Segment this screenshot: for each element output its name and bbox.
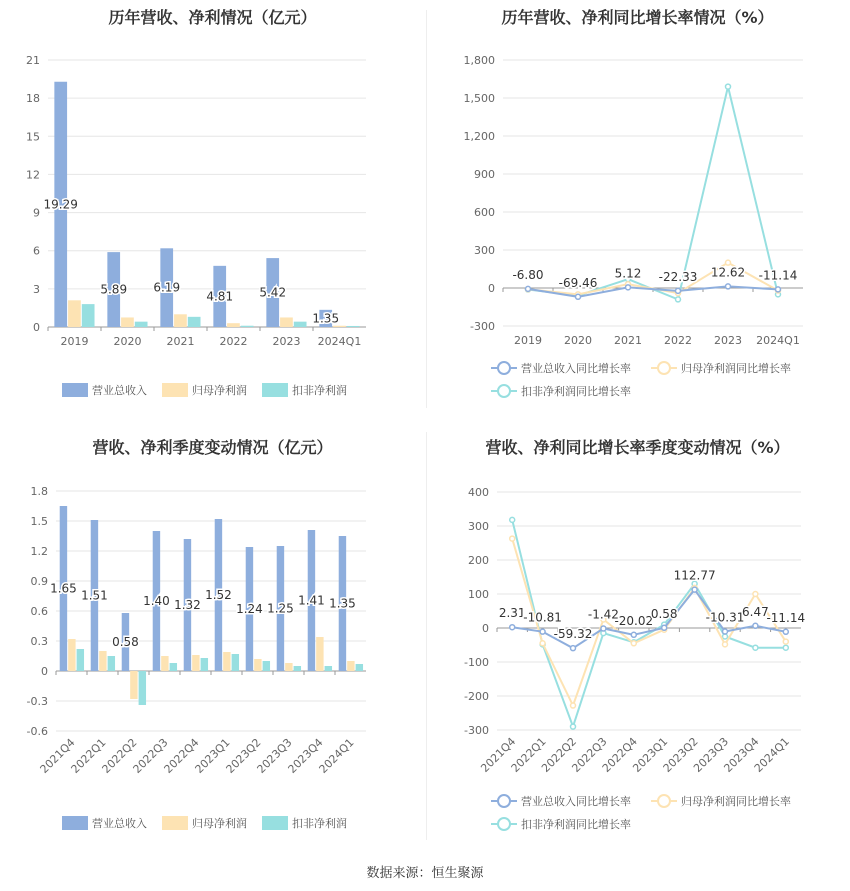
x-tick-label: 2023Q1: [630, 734, 671, 775]
bar-deducted-profit: [139, 671, 146, 705]
series-point: [540, 629, 545, 634]
bar-net-profit: [254, 659, 261, 671]
legend-swatch: [262, 816, 288, 830]
x-tick-label: 2022Q2: [539, 734, 580, 775]
series-point: [726, 84, 731, 89]
y-tick-label: 15: [26, 130, 40, 144]
chart-annual-amount: [0, 0, 425, 420]
bar-net-profit: [192, 655, 199, 671]
data-label: 1.35: [312, 311, 340, 326]
x-tick-label: 2021: [166, 335, 195, 348]
legend-marker: [498, 795, 510, 807]
data-label: 0.58: [112, 635, 139, 649]
x-tick-label: 2019: [60, 335, 89, 348]
data-label: 2.31: [498, 606, 526, 621]
data-label: -11.14: [758, 268, 798, 283]
series-point: [753, 592, 758, 597]
chart-quarterly-growth: [425, 425, 850, 855]
bar-deducted-profit: [294, 322, 307, 327]
y-tick-label: -300: [470, 320, 495, 333]
legend-swatch: [62, 816, 88, 830]
bar-deducted-profit: [356, 664, 363, 671]
bar-deducted-profit: [294, 666, 301, 671]
data-label: -10.31: [705, 610, 745, 625]
legend-swatch: [262, 383, 288, 397]
legend-label: 营业总收入: [92, 384, 147, 397]
x-tick-label: 2022Q2: [99, 735, 140, 776]
bar-deducted-profit: [82, 304, 95, 327]
legend-label: 扣非净利润: [292, 384, 347, 397]
series-point: [576, 294, 581, 299]
y-tick-label: 18: [26, 92, 40, 106]
y-tick-label: 1,500: [463, 92, 495, 105]
y-tick-label: -100: [464, 656, 489, 669]
chart-title-quarterly-amount: 营收、净利季度变动情况（亿元）: [92, 438, 333, 457]
y-tick-label: 1.5: [30, 515, 48, 528]
x-tick-label: 2023Q1: [192, 735, 233, 776]
bar-deducted-profit: [241, 326, 254, 327]
y-tick-label: 6: [33, 244, 40, 258]
y-tick-label: 300: [468, 520, 489, 533]
y-tick-label: 0.9: [30, 575, 48, 588]
y-tick-label: 200: [468, 554, 489, 567]
y-tick-label: 900: [474, 168, 495, 181]
legend-marker: [658, 795, 670, 807]
series-point: [571, 646, 576, 651]
x-tick-label: 2023Q2: [223, 735, 264, 776]
chart-annual-growth: [425, 0, 850, 420]
data-label: 1.25: [267, 601, 294, 616]
legend-label: 归母净利润同比增长率: [681, 795, 791, 808]
legend-marker: [498, 818, 510, 830]
series-point: [783, 639, 788, 644]
bar-net-profit: [68, 639, 75, 671]
bar-net-profit: [223, 652, 230, 671]
series-point: [753, 645, 758, 650]
bar-net-profit: [130, 671, 137, 699]
data-label: -22.33: [658, 269, 698, 284]
y-tick-label: 1.8: [30, 485, 48, 498]
series-point: [723, 629, 728, 634]
bar-deducted-profit: [325, 666, 332, 671]
bar-deducted-profit: [347, 326, 360, 327]
legend-label: 营业总收入同比增长率: [521, 795, 631, 808]
y-tick-label: -0.6: [26, 725, 48, 738]
x-tick-label: 2023Q2: [660, 734, 701, 775]
legend-marker: [658, 362, 670, 374]
bar-net-profit: [280, 317, 293, 327]
y-tick-label: 3: [33, 282, 40, 296]
y-tick-label: 300: [474, 244, 495, 257]
legend-swatch: [162, 816, 188, 830]
legend-label: 营业总收入同比增长率: [521, 362, 631, 375]
legend-label: 营业总收入: [92, 817, 147, 830]
x-tick-label: 2023Q4: [721, 734, 762, 775]
chart-title-annual-growth: 历年营收、净利同比增长率情况（%）: [501, 8, 774, 27]
bar-deducted-profit: [170, 663, 177, 671]
x-tick-label: 2023: [272, 335, 301, 348]
bar-net-profit: [227, 323, 240, 327]
bar-net-profit: [99, 651, 106, 671]
bar-deducted-profit: [232, 654, 239, 671]
legend-label: 归母净利润: [192, 384, 247, 397]
series-point: [526, 286, 531, 291]
data-label: 1.32: [174, 598, 201, 612]
data-label: -59.32: [553, 627, 593, 642]
bar-net-profit: [347, 661, 354, 671]
data-label: 1.41: [298, 593, 325, 608]
x-tick-label: 2022Q3: [130, 735, 171, 776]
bar-net-profit: [285, 663, 292, 671]
data-label: 5.12: [614, 266, 642, 281]
bar-deducted-profit: [263, 661, 270, 671]
y-tick-label: 9: [33, 206, 40, 220]
x-tick-label: 2022: [219, 335, 248, 348]
data-label: -20.02: [614, 613, 654, 628]
series-point: [571, 703, 576, 708]
x-tick-label: 2024Q1: [756, 334, 800, 347]
series-point: [601, 626, 606, 631]
y-tick-label: 400: [468, 486, 489, 499]
data-label: 112.77: [673, 568, 716, 583]
series-point: [540, 641, 545, 646]
legend-marker: [498, 362, 510, 374]
y-tick-label: 100: [468, 588, 489, 601]
bar-net-profit: [174, 314, 187, 327]
series-point: [723, 642, 728, 647]
legend-label: 扣非净利润: [292, 817, 347, 830]
series-point: [692, 587, 697, 592]
y-tick-label: 0: [482, 622, 489, 635]
series-point: [631, 641, 636, 646]
series-point: [676, 297, 681, 302]
y-tick-label: 0: [41, 665, 48, 678]
data-label: 0.58: [650, 606, 678, 621]
y-tick-label: 0.3: [30, 635, 48, 648]
x-tick-label: 2020: [564, 334, 592, 347]
x-tick-label: 2023: [714, 334, 742, 347]
data-label: -1.42: [587, 607, 619, 622]
x-tick-label: 2022Q4: [599, 734, 640, 775]
legend-marker: [498, 385, 510, 397]
chart-title-annual-amount: 历年营收、净利情况（亿元）: [108, 8, 317, 27]
panel-quarterly-amount: [0, 425, 425, 855]
series-point: [776, 287, 781, 292]
data-label: 5.42: [259, 285, 287, 300]
series-point: [783, 645, 788, 650]
x-tick-label: 2022Q1: [508, 734, 549, 775]
y-tick-label: 0.6: [30, 605, 48, 618]
bar-deducted-profit: [77, 649, 84, 671]
legend-label: 扣非净利润同比增长率: [521, 385, 631, 398]
data-label: 19.29: [43, 197, 78, 212]
data-label: 6.19: [153, 280, 181, 295]
y-tick-label: 1.2: [30, 545, 48, 558]
series-point: [626, 285, 631, 290]
series-point: [676, 288, 681, 293]
series-point: [510, 517, 515, 522]
x-tick-label: 2021Q4: [37, 735, 78, 776]
data-label: 1.51: [81, 588, 108, 603]
y-tick-label: -200: [464, 690, 489, 703]
data-label: -69.46: [558, 275, 598, 290]
series-point: [753, 623, 758, 628]
y-tick-label: -0.3: [26, 695, 48, 708]
y-tick-label: 21: [26, 54, 40, 67]
x-tick-label: 2022: [664, 334, 692, 347]
x-tick-label: 2022Q3: [569, 734, 610, 775]
data-label: -6.80: [512, 267, 544, 282]
y-tick-label: 1,800: [463, 54, 495, 67]
data-label: 1.24: [236, 602, 263, 616]
series-point: [631, 632, 636, 637]
bar-net-profit: [333, 326, 346, 327]
x-tick-label: 2023Q3: [254, 735, 295, 776]
x-tick-label: 2021: [614, 334, 642, 347]
bar-deducted-profit: [135, 322, 148, 327]
chart-quarterly-amount: [0, 425, 425, 855]
chart-title-quarterly-growth: 营收、净利同比增长率季度变动情况（%）: [485, 438, 790, 457]
y-tick-label: 12: [26, 168, 40, 182]
panel-annual-amount: [0, 0, 425, 420]
data-label: 1.52: [205, 588, 232, 602]
legend-label: 归母净利润: [192, 817, 247, 830]
y-tick-label: -300: [464, 724, 489, 737]
data-label: 1.40: [143, 594, 170, 608]
bar-net-profit: [121, 317, 134, 327]
x-tick-label: 2020: [113, 335, 142, 348]
x-tick-label: 2022Q1: [68, 735, 109, 776]
bar-net-profit: [161, 656, 168, 671]
legend-swatch: [62, 383, 88, 397]
x-tick-label: 2022Q4: [161, 735, 202, 776]
data-label: 12.62: [710, 265, 746, 280]
x-tick-label: 2023Q3: [691, 734, 732, 775]
data-label: 6.47: [742, 604, 769, 619]
data-label: -10.81: [523, 610, 562, 625]
x-tick-label: 2024Q1: [316, 735, 357, 776]
bar-net-profit: [316, 637, 323, 671]
y-tick-label: 0: [488, 282, 495, 295]
y-tick-label: 1,200: [463, 130, 495, 143]
data-label: 4.81: [206, 289, 234, 304]
series-point: [510, 625, 515, 630]
x-tick-label: 2024Q1: [751, 734, 792, 775]
series-point: [662, 625, 667, 630]
data-label: 1.35: [329, 596, 356, 611]
data-source: 数据来源：恒生聚源: [366, 866, 484, 881]
panel-quarterly-growth: [425, 425, 850, 855]
series-point: [726, 284, 731, 289]
data-label: 1.65: [50, 581, 77, 596]
legend-label: 扣非净利润同比增长率: [521, 818, 631, 831]
data-label: 5.89: [100, 282, 128, 297]
bar-deducted-profit: [108, 656, 115, 671]
x-tick-label: 2021Q4: [478, 734, 519, 775]
x-tick-label: 2023Q4: [285, 735, 326, 776]
series-point: [510, 536, 515, 541]
bar-deducted-profit: [188, 317, 201, 327]
series-point: [783, 629, 788, 634]
bar-deducted-profit: [201, 658, 208, 671]
y-tick-label: 600: [474, 206, 495, 219]
bar-net-profit: [68, 300, 81, 327]
y-tick-label: 0: [33, 321, 40, 334]
x-tick-label: 2019: [514, 334, 542, 347]
series-point: [571, 724, 576, 729]
panel-annual-growth: [425, 0, 850, 420]
legend-label: 归母净利润同比增长率: [681, 362, 791, 375]
x-tick-label: 2024Q1: [317, 335, 362, 348]
legend-swatch: [162, 383, 188, 397]
data-label: -11.14: [766, 610, 806, 625]
